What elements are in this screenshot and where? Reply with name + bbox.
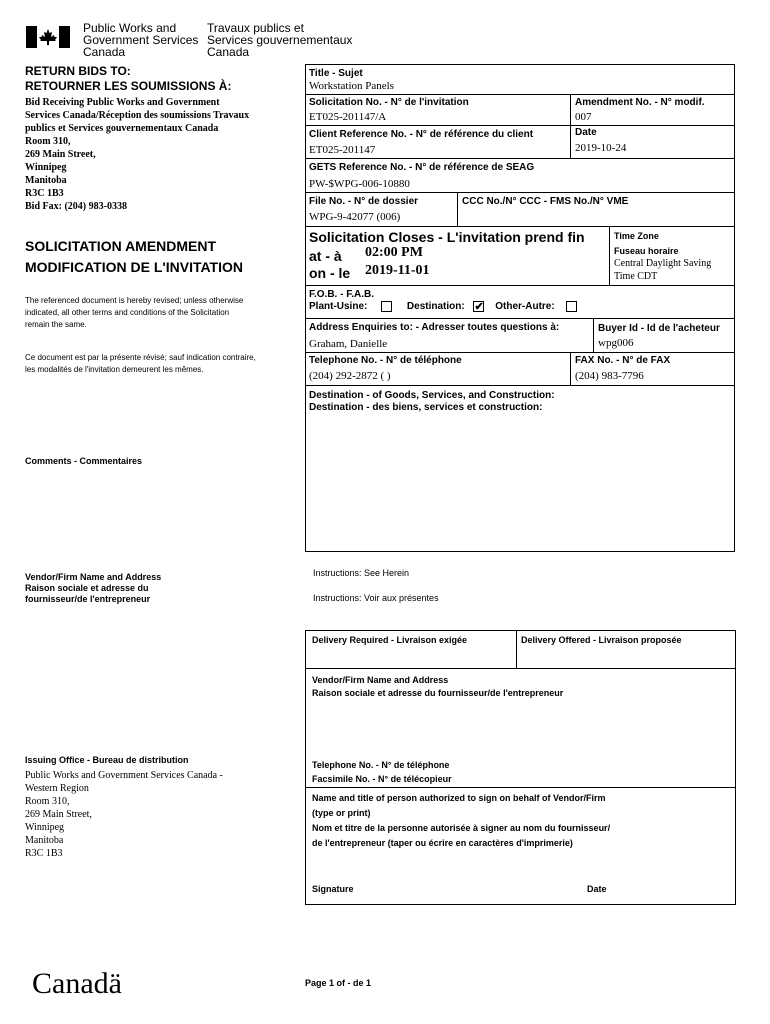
instructions-fr: Instructions: Voir aux présentes <box>313 593 439 603</box>
vendor-left-label <box>25 572 161 605</box>
telephone-value: (204) 292-2872 ( ) <box>309 370 391 382</box>
vendor-telephone-label: Telephone No. - N° de téléphone <box>312 760 450 770</box>
canada-wordmark: Canadä <box>32 967 122 1000</box>
vendor-label-line: Vendor/Firm Name and Address <box>25 572 162 582</box>
dept-fr-line: Canada <box>207 45 250 59</box>
closes-at-value: 02:00 PM <box>365 245 423 260</box>
destination-checkbox[interactable]: ✔ <box>474 301 484 313</box>
auth-line: Nom et titre de la personne autorisée à signer au nom du fournisseur/ <box>312 823 611 833</box>
file-no-label: File No. - N° de dossier <box>309 196 419 207</box>
client-ref-label: Client Reference No. - N° de référence du client <box>309 129 534 140</box>
instructions-en: Instructions: See Herein <box>313 568 410 578</box>
destination-label: Destination: <box>406 301 465 313</box>
address-enquiries-value: Graham, Danielle <box>309 338 388 350</box>
signature-label: Signature <box>312 884 354 894</box>
solicitation-closes-label: Solicitation Closes - L'invitation prend fin <box>309 229 585 245</box>
comments-label: Comments - Commentaires <box>25 456 143 466</box>
note-line: remain the same. <box>25 320 87 329</box>
closes-on-value: 2019-11-01 <box>365 263 430 278</box>
department-name-en <box>83 22 198 58</box>
dept-en-line: Government Services <box>83 33 199 47</box>
canada-flag-icon <box>26 26 70 48</box>
note-line: indicated, all other terms and conditions of the Solicitation <box>25 308 230 317</box>
client-ref-value: ET025-201147 <box>309 144 376 156</box>
destination-goods-label <box>309 390 555 414</box>
address-line: 269 Main Street, <box>25 149 96 160</box>
address-line: Room 310, <box>25 136 71 147</box>
time-zone-value <box>614 257 711 283</box>
return-bids-title <box>25 64 231 94</box>
dept-fr-line: Services gouvernementaux <box>207 33 353 47</box>
date-value: 2019-10-24 <box>575 142 627 154</box>
issuing-line: Room 310, <box>25 796 70 807</box>
auth-line: de l'entrepreneur (taper ou écrire en caractères d'imprimerie) <box>312 838 573 848</box>
auth-line: (type or print) <box>312 808 371 818</box>
file-no-value: WPG-9-42077 (006) <box>309 211 401 223</box>
fob-label: F.O.B. - F.A.B. <box>309 289 374 300</box>
address-line: Services Canada/Réception des soumissions Travaux <box>25 110 250 121</box>
page-number: Page 1 of - de 1 <box>305 978 372 988</box>
vendor-firm-line: Raison sociale et adresse du fournisseur/de l'entrepreneur <box>312 688 564 698</box>
buyer-id-value: wpg006 <box>598 337 634 349</box>
fob-options <box>309 301 577 312</box>
dest-line: Destination - of Goods, Services, and Construction: <box>309 390 555 401</box>
closes-at-label: at - à <box>309 248 342 264</box>
issuing-line: 269 Main Street, <box>25 809 92 820</box>
solicitation-no-value: ET025-201147/A <box>309 111 387 123</box>
buyer-id-label: Buyer Id - Id de l'acheteur <box>598 323 720 334</box>
tz-value-line: Time CDT <box>614 271 658 282</box>
issuing-office-label: Issuing Office - Bureau de distribution <box>25 755 189 765</box>
authorized-person-label <box>312 791 610 851</box>
solicitation-no-label: Solicitation No. - N° de l'invitation <box>309 97 469 108</box>
address-line: publics et Services gouvernementaux Canada <box>25 123 219 134</box>
dept-en-line: Canada <box>83 45 126 59</box>
issuing-office-address <box>25 769 223 860</box>
return-bids-title-fr: RETOURNER LES SOUMISSIONS À: <box>25 79 232 93</box>
dest-line: Destination - des biens, services et construction: <box>309 402 543 413</box>
delivery-offered-label: Delivery Offered - Livraison proposée <box>521 635 682 645</box>
note-line: les modalités de l'invitation demeurent les mêmes. <box>25 365 204 374</box>
issuing-line: Western Region <box>25 783 89 794</box>
return-bids-title-en: RETURN BIDS TO: <box>25 64 131 78</box>
amendment-title-en: SOLICITATION AMENDMENT <box>25 238 217 254</box>
fax-value: (204) 983-7796 <box>575 370 644 382</box>
gets-ref-label: GETS Reference No. - N° de référence de SEAG <box>309 162 535 173</box>
date-label: Date <box>575 127 597 138</box>
department-name-fr <box>207 22 352 58</box>
amendment-title-fr: MODIFICATION DE L'INVITATION <box>25 259 243 275</box>
amendment-note-en <box>25 295 243 331</box>
vendor-firm-label <box>312 674 563 700</box>
dept-fr-line: Travaux publics et <box>207 21 304 35</box>
plant-label: Plant-Usine: <box>309 301 368 313</box>
fax-label: FAX No. - N° de FAX <box>575 355 671 366</box>
signature-date-label: Date <box>587 884 607 894</box>
vendor-fax-label: Facsimile No. - N° de télécopieur <box>312 774 452 784</box>
return-bids-address <box>25 96 249 213</box>
telephone-label: Telephone No. - N° de téléphone <box>309 355 462 366</box>
note-line: Ce document est par la présente révisé; sauf indication contraire, <box>25 353 256 362</box>
amendment-no-label: Amendment No. - N° modif. <box>575 97 705 108</box>
issuing-line: Winnipeg <box>25 822 65 833</box>
note-line: The referenced document is hereby revised; unless otherwise <box>25 296 244 305</box>
issuing-line: Manitoba <box>25 835 64 846</box>
tz-label-line: Fuseau horaire <box>614 246 679 256</box>
other-label: Other-Autre: <box>495 301 555 313</box>
address-enquiries-label: Address Enquiries to: - Adresser toutes questions à: <box>309 322 560 333</box>
gets-ref-value: PW-$WPG-006-10880 <box>309 178 410 190</box>
closes-on-label: on - le <box>309 265 351 281</box>
tz-value-line: Central Daylight Saving <box>614 258 712 269</box>
delivery-required-label: Delivery Required - Livraison exigée <box>312 635 468 645</box>
address-line: Bid Receiving Public Works and Government <box>25 97 220 108</box>
title-value: Workstation Panels <box>309 80 394 92</box>
amendment-no-value: 007 <box>575 111 592 123</box>
other-checkbox[interactable] <box>566 301 577 312</box>
auth-line: Name and title of person authorized to sign on behalf of Vendor/Firm <box>312 793 606 803</box>
vendor-firm-line: Vendor/Firm Name and Address <box>312 675 449 685</box>
issuing-line: Public Works and Government Services Canada - <box>25 770 223 781</box>
bid-fax: Bid Fax: (204) 983-0338 <box>25 201 127 212</box>
vendor-label-line: Raison sociale et adresse du <box>25 583 149 593</box>
amendment-title <box>25 236 243 278</box>
title-label: Title - Sujet <box>309 68 363 79</box>
address-line: R3C 1B3 <box>25 188 64 199</box>
tz-label-line: Time Zone <box>614 231 659 241</box>
amendment-note-fr <box>25 352 256 376</box>
ccc-no-label: CCC No./N° CCC - FMS No./N° VME <box>462 196 629 207</box>
dept-en-line: Public Works and <box>83 21 177 35</box>
issuing-line: R3C 1B3 <box>25 848 63 859</box>
address-line: Winnipeg <box>25 162 67 173</box>
plant-checkbox[interactable] <box>381 301 392 312</box>
time-zone-label <box>614 229 679 259</box>
address-line: Manitoba <box>25 175 67 186</box>
vendor-label-line: fournisseur/de l'entrepreneur <box>25 594 151 604</box>
